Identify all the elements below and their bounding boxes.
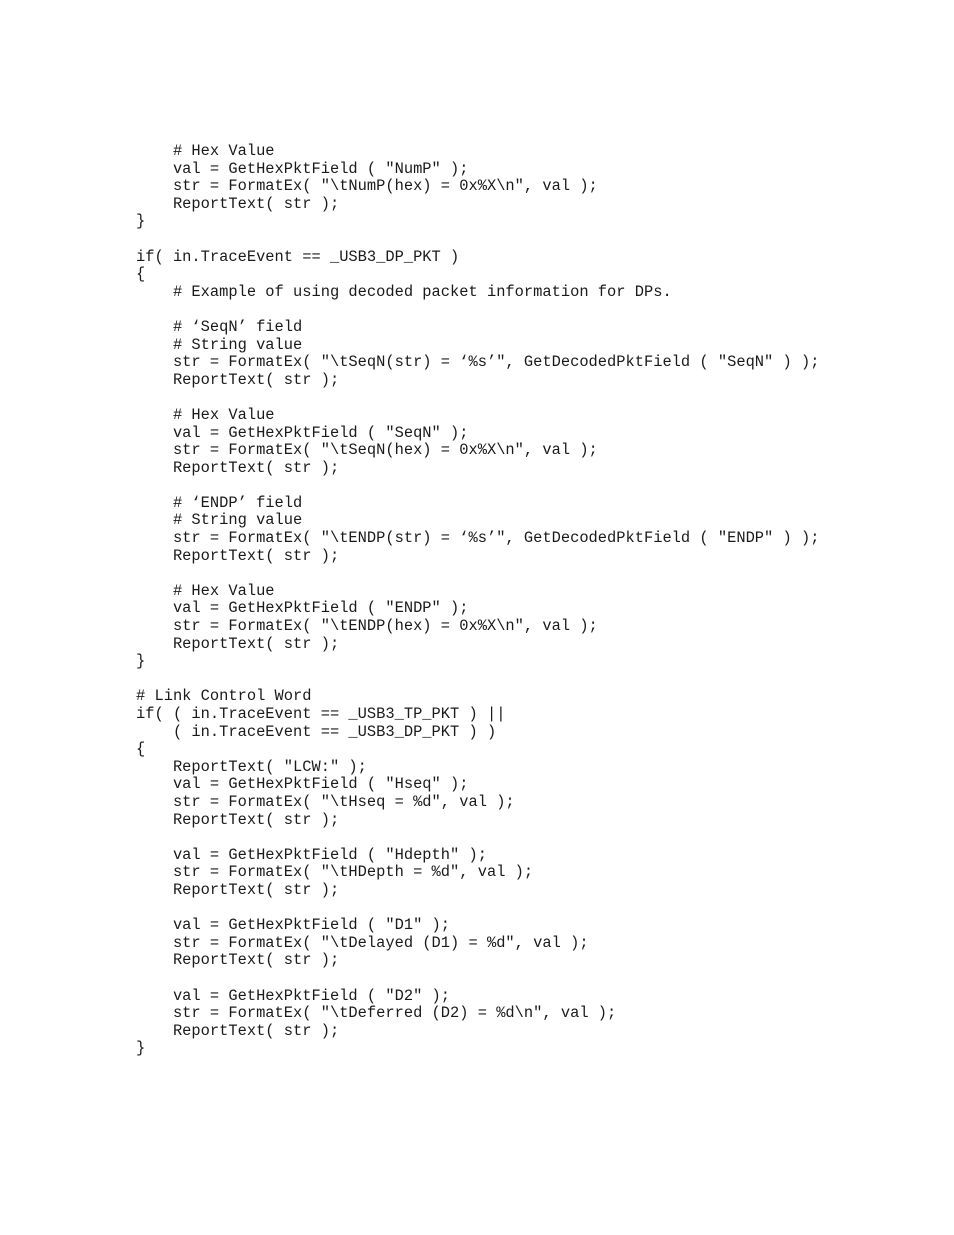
code-line	[136, 671, 819, 689]
code-line: if( ( in.TraceEvent == _USB3_TP_PKT ) ||	[136, 705, 506, 723]
code-line: # ‘SeqN’ field	[136, 317, 303, 336]
code-line: str = FormatEx( "\tENDP(str) = ‘%s’", GetDecodedPktField ( "ENDP" ) );	[136, 529, 820, 548]
code-line: ReportText( str );	[136, 1021, 340, 1040]
code-line: # Example of using decoded packet information for DPs.	[136, 282, 672, 301]
code-line: val = GetHexPktField ( "SeqN" );	[136, 423, 469, 442]
code-line: }	[136, 652, 146, 671]
code-line: # Link Control Word	[136, 687, 312, 706]
code-line: str = FormatEx( "\tSeqN(str) = ‘%s’", GetDecodedPktField ( "SeqN" ) );	[136, 353, 820, 372]
code-line: val = GetHexPktField ( "Hdepth" );	[136, 845, 487, 864]
code-line: ReportText( str );	[136, 546, 340, 565]
code-line: # String value	[136, 511, 303, 530]
code-line: # Hex Value	[136, 405, 275, 424]
code-line: str = FormatEx( "\tDelayed (D1) = %d", val );	[136, 933, 589, 952]
code-line: ReportText( str );	[136, 458, 340, 477]
code-line: val = GetHexPktField ( "ENDP" );	[136, 599, 469, 618]
code-line: val = GetHexPktField ( "Hseq" );	[136, 775, 469, 794]
code-line: ReportText( str );	[136, 194, 340, 213]
code-line: ReportText( str );	[136, 370, 340, 389]
code-line: # Hex Value	[136, 581, 275, 600]
code-line: str = FormatEx( "\tDeferred (D2) = %d\n", val );	[136, 1004, 617, 1023]
code-line: ReportText( str );	[136, 951, 340, 970]
code-line	[136, 301, 819, 319]
code-line: {	[136, 265, 146, 284]
code-line: val = GetHexPktField ( "NumP" );	[136, 159, 469, 178]
code-line: }	[136, 1039, 146, 1058]
code-line: }	[136, 212, 146, 231]
code-line: val = GetHexPktField ( "D1" );	[136, 916, 451, 935]
code-line	[136, 829, 819, 847]
code-line: # ‘ENDP’ field	[136, 493, 303, 512]
code-line	[136, 231, 819, 249]
code-line	[136, 900, 819, 918]
code-line: ReportText( str );	[136, 810, 340, 829]
code-line	[136, 389, 819, 407]
code-line: ( in.TraceEvent == _USB3_DP_PKT ) )	[136, 722, 497, 741]
code-line	[136, 970, 819, 988]
code-line	[136, 565, 819, 583]
code-line: # String value	[136, 335, 303, 354]
code-listing	[136, 143, 819, 1058]
code-line: if( in.TraceEvent == _USB3_DP_PKT )	[136, 247, 460, 266]
code-line: ReportText( str );	[136, 880, 340, 899]
code-line: str = FormatEx( "\tNumP(hex) = 0x%X\n", val );	[136, 177, 598, 196]
code-line: # Hex Value	[136, 142, 275, 160]
code-line	[136, 477, 819, 495]
code-line: ReportText( "LCW:" );	[136, 757, 367, 776]
code-line: str = FormatEx( "\tHDepth = %d", val );	[136, 863, 534, 882]
code-line: str = FormatEx( "\tHseq = %d", val );	[136, 792, 515, 811]
code-line: {	[136, 740, 146, 759]
code-line: str = FormatEx( "\tSeqN(hex) = 0x%X\n", val );	[136, 441, 598, 460]
code-line: ReportText( str );	[136, 634, 340, 653]
code-line: str = FormatEx( "\tENDP(hex) = 0x%X\n", val );	[136, 617, 598, 636]
code-line: val = GetHexPktField ( "D2" );	[136, 986, 451, 1005]
